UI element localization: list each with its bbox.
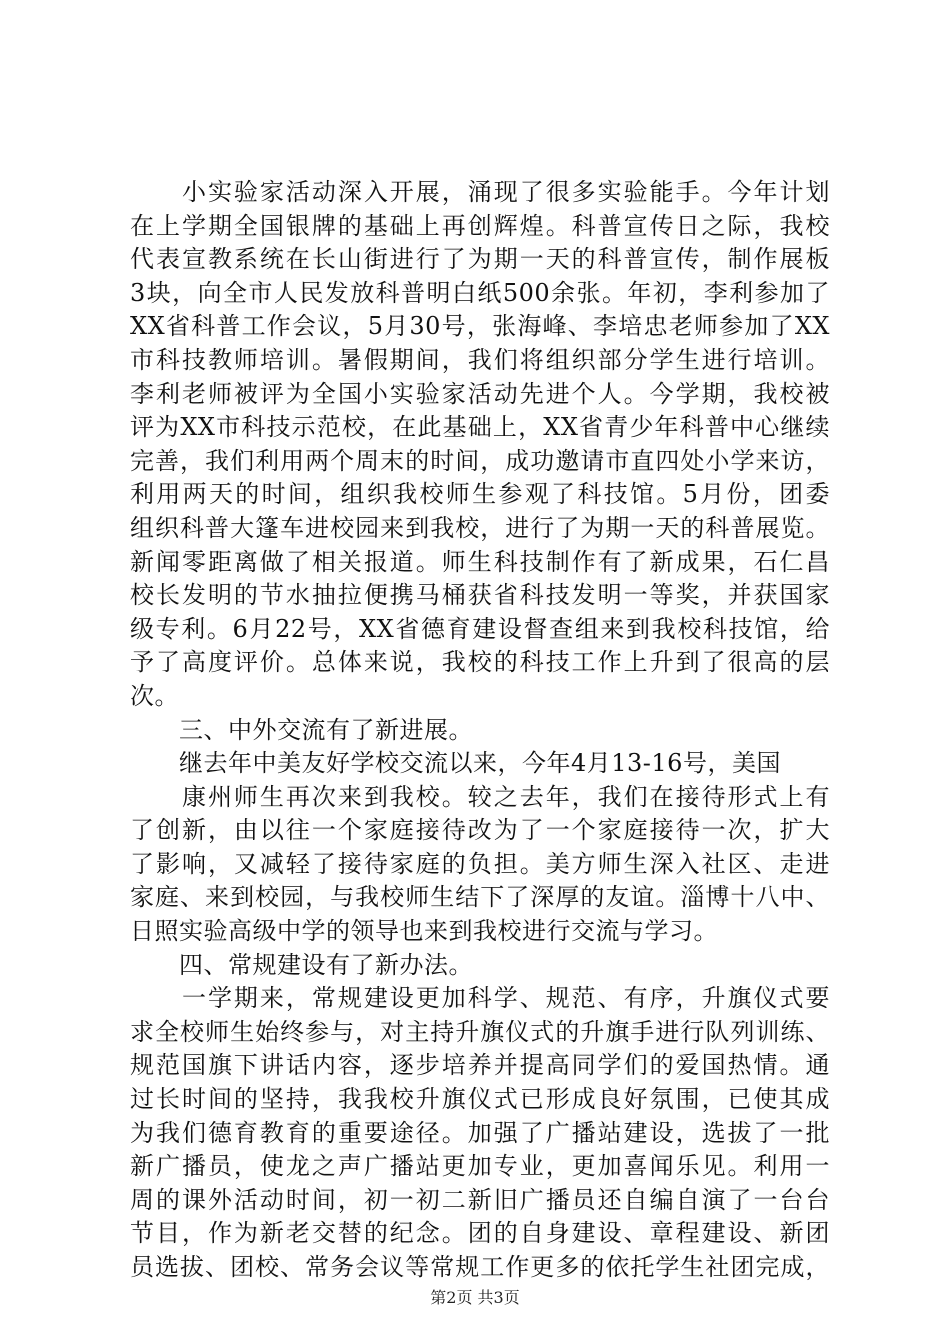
text-line: 周的课外活动时间，初一初二新旧广播员还自编自演了一台台 <box>130 1185 830 1214</box>
text-line: 继去年中美友好学校交流以来，今年4月13-16号，美国 <box>130 749 781 778</box>
text-line: 李利老师被评为全国小实验家活动先进个人。今学期，我校被 <box>130 379 830 408</box>
text-line: 康州师生再次来到我校。较之去年，我们在接待形式上有 <box>130 782 830 811</box>
text-line: 求全校师生始终参与，对主持升旗仪式的升旗手进行队列训练、 <box>130 1017 830 1046</box>
text-line: 规范国旗下讲话内容，逐步培养并提高同学们的爱国热情。通 <box>130 1051 830 1080</box>
text-line: 家庭、来到校园，与我校师生结下了深厚的友谊。淄博十八中、 <box>130 883 830 912</box>
text-line: 新广播员，使龙之声广播站更加专业，更加喜闻乐见。利用一 <box>130 1152 830 1181</box>
section-heading: 四、常规建设有了新办法。 <box>130 950 473 979</box>
text-line: 市科技教师培训。暑假期间，我们将组织部分学生进行培训。 <box>130 345 830 374</box>
text-line: 小实验家活动深入开展，涌现了很多实验能手。今年计划 <box>130 178 830 206</box>
text-line: 3块，向全市人民发放科普明白纸500余张。年初，李利参加了 <box>130 278 830 307</box>
text-line: 利用两天的时间，组织我校师生参观了科技馆。5月份，团委 <box>130 480 830 509</box>
text-line: 评为XX市科技示范校，在此基础上，XX省青少年科普中心继续 <box>130 413 830 442</box>
text-line: 为我们德育教育的重要途径。加强了广播站建设，选拔了一批 <box>130 1118 830 1147</box>
text-line: 级专利。6月22号，XX省德育建设督查组来到我校科技馆，给 <box>130 614 830 643</box>
text-line: XX省科普工作会议，5月30号，张海峰、李培忠老师参加了XX <box>130 312 830 341</box>
text-line: 校长发明的节水抽拉便携马桶获省科技发明一等奖，并获国家 <box>130 581 830 610</box>
text-line: 次。 <box>130 681 179 710</box>
text-line: 节目，作为新老交替的纪念。团的自身建设、章程建设、新团 <box>130 1219 830 1248</box>
page-footer: 第2页 共3页 <box>430 1288 520 1307</box>
text-line: 员选拔、团校、常务会议等常规工作更多的依托学生社团完成， <box>130 1253 830 1281</box>
text-line: 代表宣教系统在长山街进行了为期一天的科普宣传，制作展板 <box>130 245 830 274</box>
text-line: 了影响，又减轻了接待家庭的负担。美方师生深入社区、走进 <box>130 849 830 878</box>
section-heading: 三、中外交流有了新进展。 <box>130 715 473 744</box>
text-line: 完善，我们利用两个周末的时间，成功邀请市直四处小学来访， <box>130 446 830 475</box>
text-line: 过长时间的坚持，我我校升旗仪式已形成良好氛围，已使其成 <box>130 1085 830 1114</box>
text-line: 一学期来，常规建设更加科学、规范、有序，升旗仪式要 <box>130 984 830 1013</box>
text-line: 了创新，由以往一个家庭接待改为了一个家庭接待一次，扩大 <box>130 816 830 845</box>
text-line: 日照实验高级中学的领导也来到我校进行交流与学习。 <box>130 917 718 946</box>
body-text <box>130 176 830 1285</box>
text-line: 组织科普大篷车进校园来到我校，进行了为期一天的科普展览。 <box>130 513 830 542</box>
text-line: 予了高度评价。总体来说，我校的科技工作上升到了很高的层 <box>130 648 830 677</box>
text-line: 在上学期全国银牌的基础上再创辉煌。科普宣传日之际，我校 <box>130 211 830 240</box>
text-line: 新闻零距离做了相关报道。师生科技制作有了新成果，石仁昌 <box>130 547 830 576</box>
